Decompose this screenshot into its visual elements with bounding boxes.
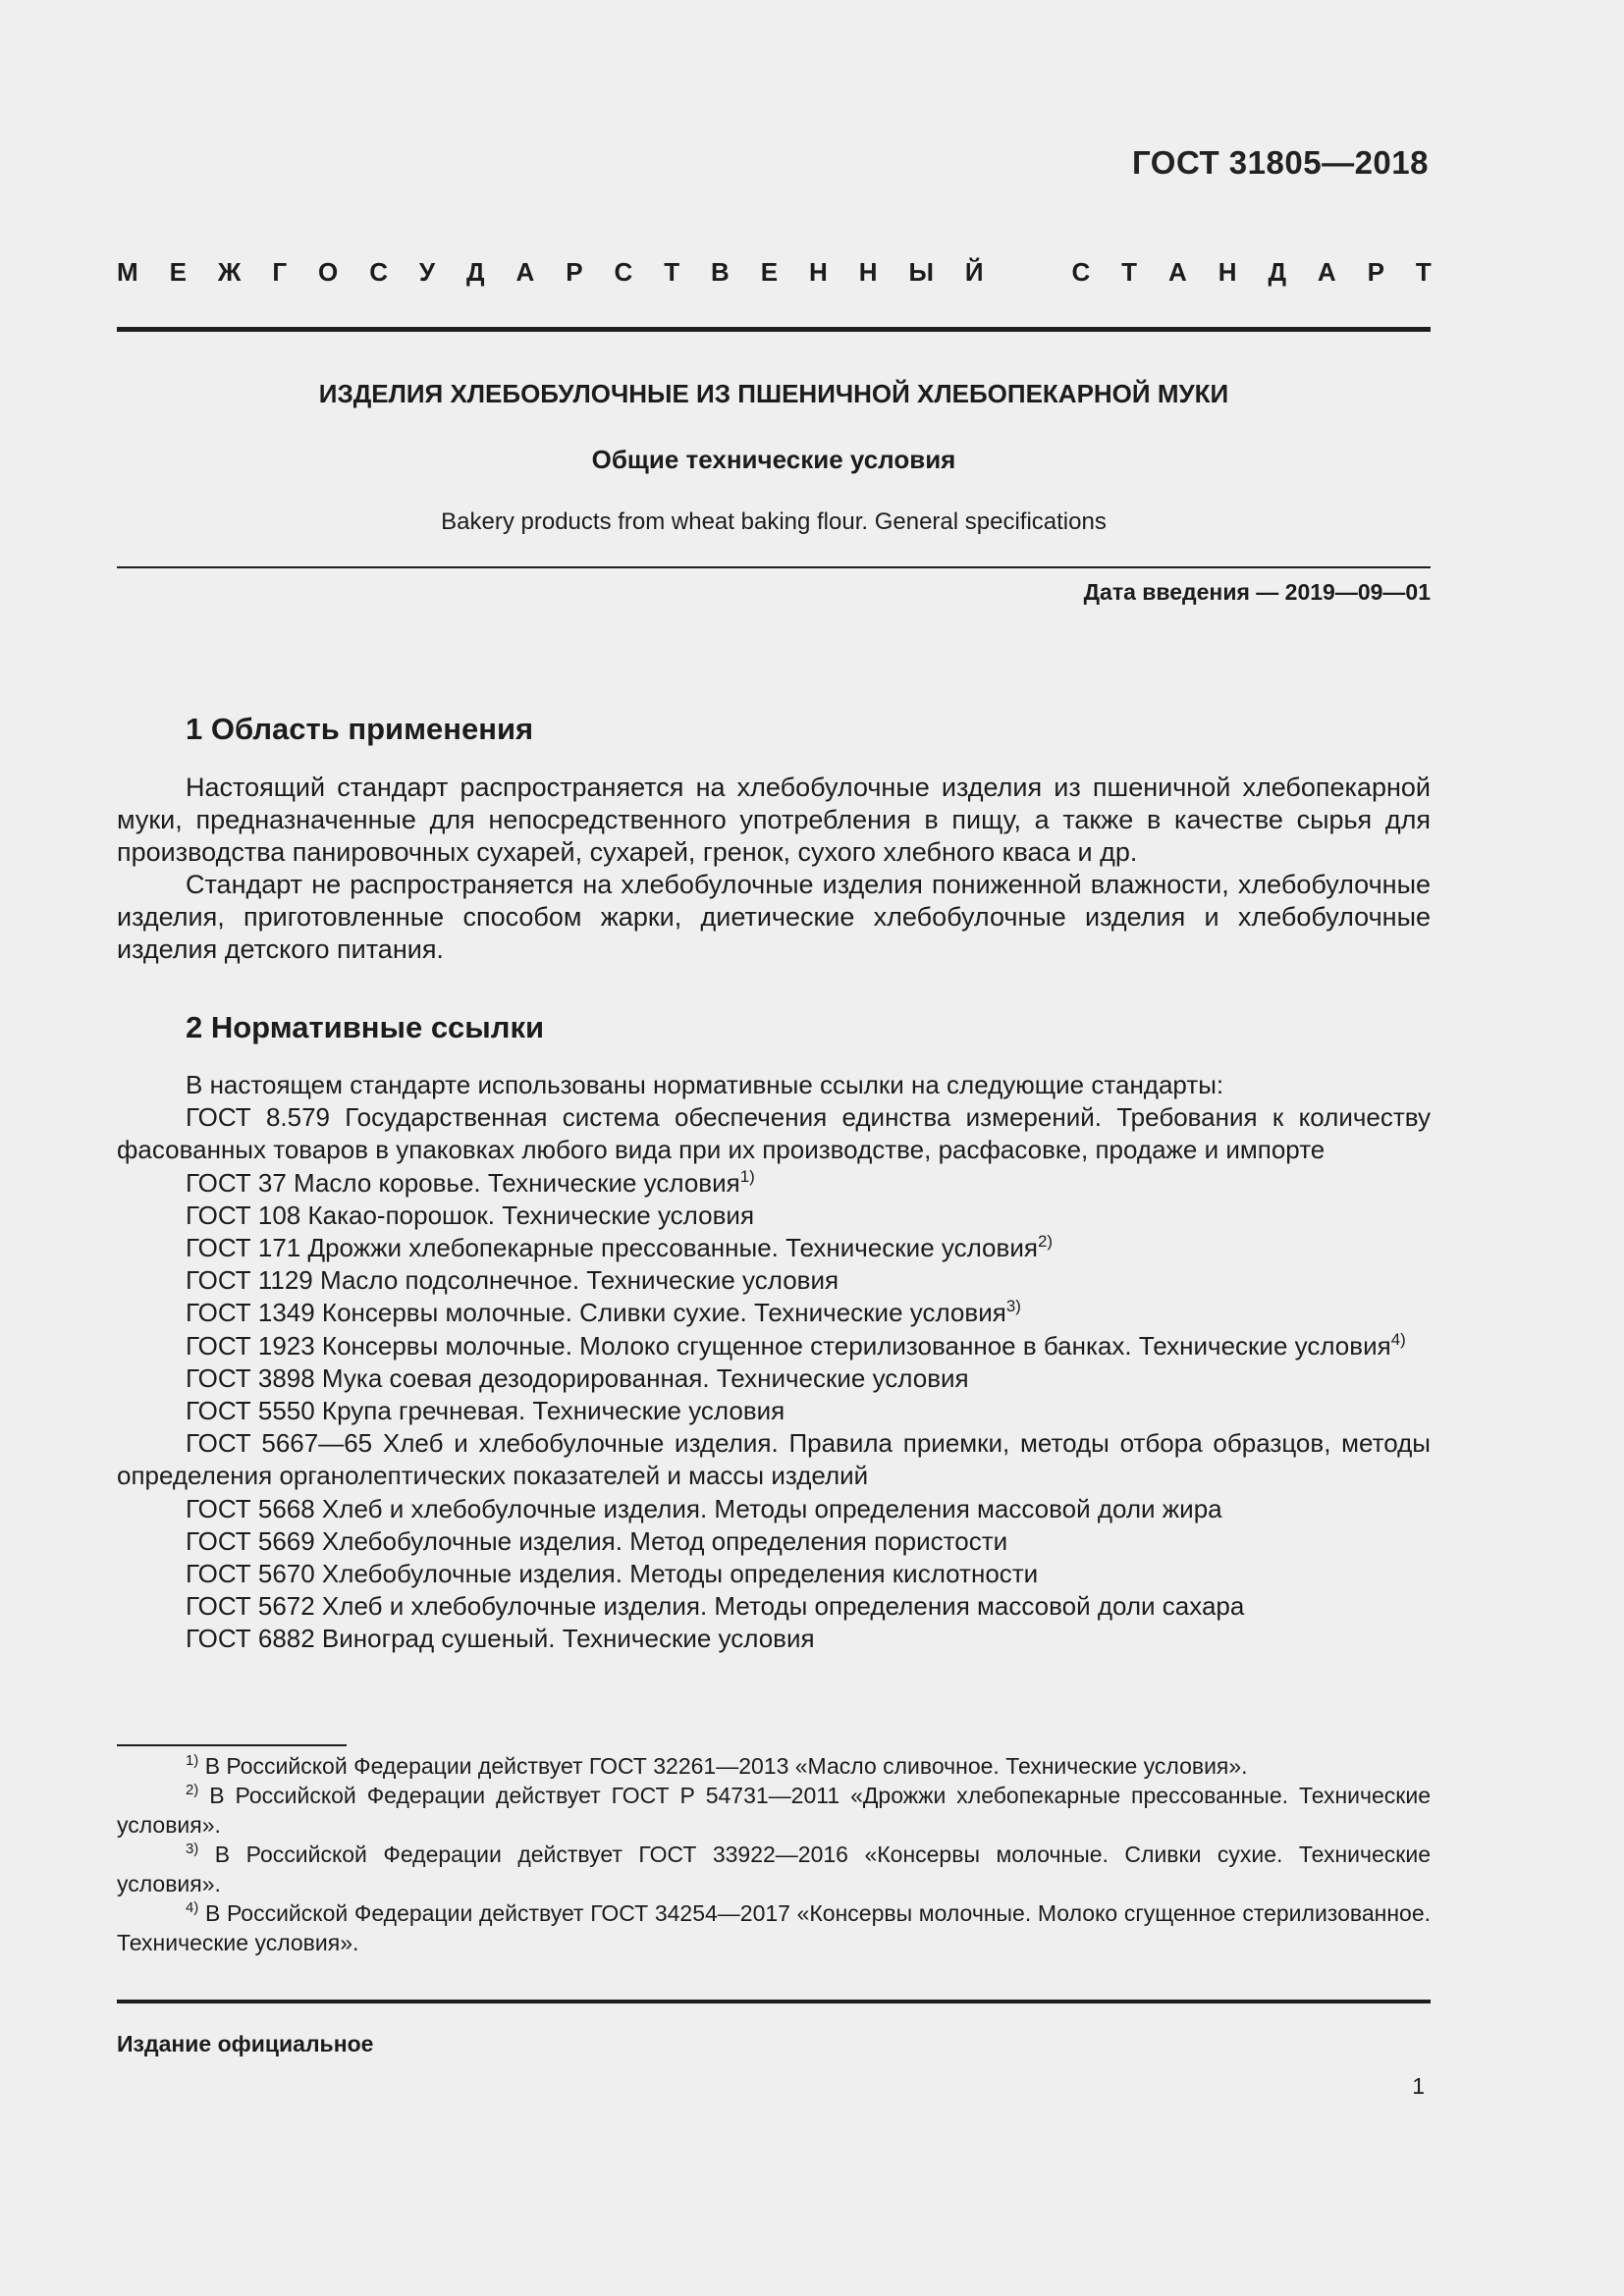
references-intro: В настоящем стандарте использованы нормативные ссылки на следующие стандарты: [186,1070,1224,1099]
header-divider [117,327,1431,332]
footnote-mark: 4) [186,1899,199,1917]
footnotes [117,1751,1431,1957]
title-divider [117,566,1431,568]
section-2-heading: 2 Нормативные ссылки [186,1010,545,1044]
reference-item: ГОСТ 3898 Мука соевая дезодорированная. Технические условия [186,1362,969,1393]
footnote-mark: 2) [186,1782,199,1799]
document-subtitle: Общие технические условия [591,445,956,474]
section-1-paragraph: Стандарт не распространяется на хлебобулочные изделия пониженной влажности, хлебобулочные изделия, приготовленные способом жарки, диетические хлебобулочные изделия и хлебобулочные изделия детского питания. [117,870,1431,964]
footnote-item: $^{1)}$ В Российской Федерации действует ГОСТ 32261—2013 «Масло сливочное. Технические условия». [186,1752,1248,1779]
footnote-item: $^{2)}$ В Российской Федерации действует ГОСТ Р 54731—2011 «Дрожжи хлебопекарные прессованные. Технические условия». [117,1782,1432,1838]
reference-item: ГОСТ 5550 Крупа гречневая. Технические условия [186,1396,785,1426]
section-1-paragraph: Настоящий стандарт распространяется на хлебобулочные изделия из пшеничной хлебопекарной муки, предназначенные для непосредственного употребления в пищу, а также в качестве сырья для производства панировочных сухарей, сухарей, гренок, сухого хлебного кваса и др. [117,773,1431,867]
standard-type-heading: М Е Ж Г О С У Д А Р С Т В Е Н Н Ы Й С Т А Н Д А Р Т [117,257,1432,287]
footnote-marker: 1) [739,1166,755,1186]
reference-item: ГОСТ 108 Какао-порошок. Технические условия [186,1200,755,1230]
footnote-item: $^{3)}$ В Российской Федерации действует ГОСТ 33922—2016 «Консервы молочные. Сливки сухие. Технические условия». [117,1841,1431,1896]
reference-item: ГОСТ 8.579 Государственная система обеспечения единства измерений. Требования к количеству фасованных товаров в упаковках любого вида при их производстве, расфасовке, продаже и импорте [117,1102,1431,1165]
reference-item: ГОСТ 1129 Масло подсолнечное. Технические условия [186,1265,839,1296]
reference-item: ГОСТ 5672 Хлеб и хлебобулочные изделия. Методы определения массовой доли сахара [186,1591,1245,1622]
reference-item: ГОСТ 5668 Хлеб и хлебобулочные изделия. Методы определения массовой доли жира [186,1493,1222,1523]
document-title: ИЗДЕЛИЯ ХЛЕБОБУЛОЧНЫЕ ИЗ ПШЕНИЧНОЙ ХЛЕБОПЕКАРНОЙ МУКИ [318,379,1229,408]
reference-item: ГОСТ 5667—65 Хлеб и хлебобулочные изделия. Правила приемки, методы отбора образцов, методы определения органолептических показателей и массы изделий [117,1428,1431,1491]
reference-item: ГОСТ 37 Масло коровье. Технические условия$^{1)}$ [186,1166,755,1198]
footnote-marker: 3) [1005,1297,1021,1316]
reference-item: ГОСТ 1349 Консервы молочные. Сливки сухие. Технические условия$^{3)}$ [186,1297,1021,1328]
document-designation: ГОСТ 31805—2018 [1132,144,1429,181]
reference-item: ГОСТ 5669 Хлебобулочные изделия. Метод определения пористости [186,1525,1008,1556]
reference-item: ГОСТ 6882 Виноград сушеный. Технические условия [186,1624,815,1654]
reference-item: ГОСТ 171 Дрожжи хлебопекарные прессованные. Технические условия$^{2)}$ [186,1231,1053,1263]
introduction-date: Дата введения — 2019—09—01 [1083,579,1431,605]
edition-label: Издание официальное [117,2031,374,2056]
reference-item: ГОСТ 1923 Консервы молочные. Молоко сгущенное стерилизованное в банках. Технические условия$^{4)}$ [186,1329,1406,1361]
footnote-mark: 3) [186,1841,199,1858]
references-list [117,1069,1431,1656]
footer-divider [117,2000,1431,2003]
footnote-marker: 2) [1037,1231,1053,1251]
section-1-heading: 1 Область применения [186,712,534,746]
footnote-item: $^{4)}$ В Российской Федерации действует ГОСТ 34254—2017 «Консервы молочные. Молоко сгущенное стерилизованное. Технические условия». [117,1899,1431,1955]
page-number: 1 [1412,2073,1425,2099]
reference-item: ГОСТ 5670 Хлебобулочные изделия. Методы определения кислотности [186,1559,1039,1589]
footnote-divider [117,1744,347,1746]
english-title: Bakery products from wheat baking flour. General specifications [441,508,1107,535]
section-1-body [117,772,1431,966]
footnote-mark: 1) [186,1752,199,1770]
footnote-marker: 4) [1390,1329,1406,1349]
